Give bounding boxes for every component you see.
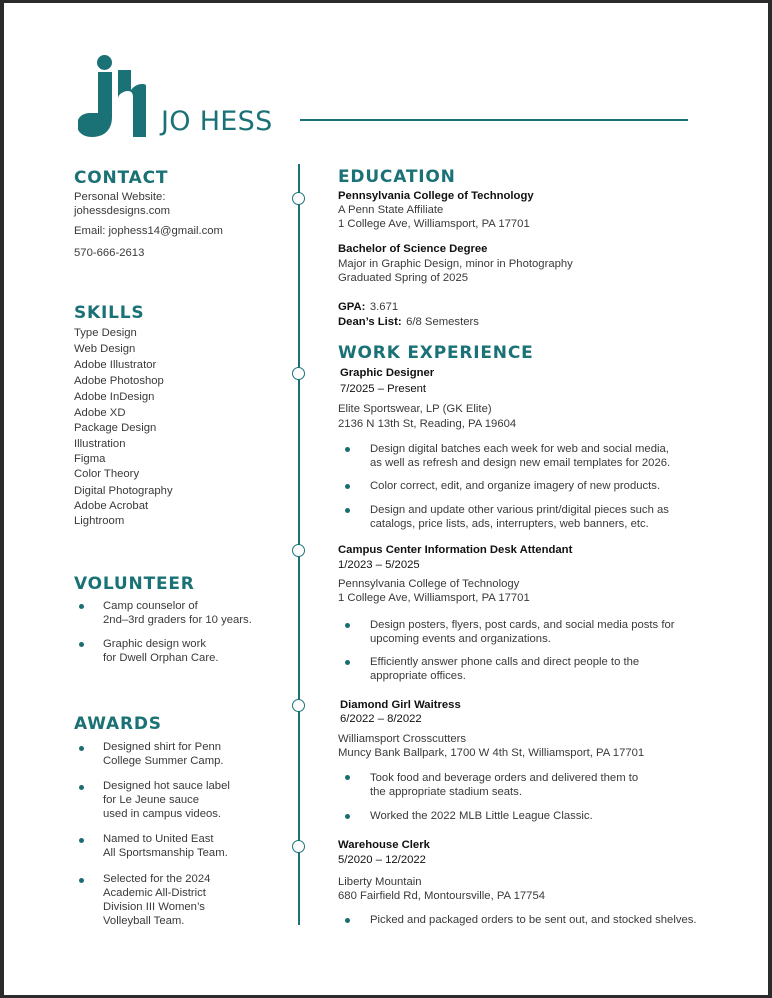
job-dates: 6/2022 – 8/2022 xyxy=(340,713,422,725)
name-title: JO HESS xyxy=(161,106,273,137)
job-company: Pennsylvania College of Technology xyxy=(338,578,520,590)
job-address: Muncy Bank Ballpark, 1700 W 4th St, Williamsport, PA 17701 xyxy=(338,747,645,759)
job-bullet-line: Color correct, edit, and organize imagery of new products. xyxy=(370,480,661,492)
job-dates: 7/2025 – Present xyxy=(340,383,427,395)
bullet-icon xyxy=(345,918,350,923)
job-bullet-line: Worked the 2022 MLB Little League Classic. xyxy=(370,810,593,822)
volunteer-item-line: for Dwell Orphan Care. xyxy=(103,652,219,664)
volunteer-item-line: Graphic design work xyxy=(103,638,206,650)
award-item-line: Selected for the 2024 xyxy=(103,873,211,885)
job-bullet-line: upcoming events and organizations. xyxy=(370,633,551,645)
award-item-line: Designed shirt for Penn xyxy=(103,741,222,753)
job-dates: 5/2020 – 12/2022 xyxy=(338,854,426,866)
school-affiliate: A Penn State Affiliate xyxy=(338,204,444,216)
volunteer-item-line: Camp counselor of xyxy=(103,600,198,612)
bullet-icon xyxy=(345,814,350,819)
deans-list-row xyxy=(338,312,479,330)
bullet-icon xyxy=(345,623,350,628)
job-bullet-line: Efficiently answer phone calls and direct people to the xyxy=(370,656,640,668)
job-company: Liberty Mountain xyxy=(338,876,422,888)
skill-item: Type Design xyxy=(74,327,137,339)
phone-text: 570-666-2613 xyxy=(74,247,145,259)
job-address: 680 Fairfield Rd, Montoursville, PA 17754 xyxy=(338,890,546,902)
award-item-line: used in campus videos. xyxy=(103,808,222,820)
skill-item: Illustration xyxy=(74,438,126,450)
job-title: Graphic Designer xyxy=(340,367,435,379)
job-bullet-line: as well as refresh and design new email templates for 2026. xyxy=(370,457,671,469)
bullet-icon xyxy=(79,746,84,751)
award-item-line: for Le Jeune sauce xyxy=(103,794,200,806)
timeline-node-job-3 xyxy=(292,699,305,712)
job-bullet-line: appropriate offices. xyxy=(370,670,466,682)
skills-heading: SKILLS xyxy=(74,303,145,323)
award-item-line: Academic All-District xyxy=(103,887,206,899)
skill-item: Color Theory xyxy=(74,468,140,480)
award-item-line: All Sportsmanship Team. xyxy=(103,847,228,859)
job-company: Elite Sportswear, LP (GK Elite) xyxy=(338,403,492,415)
degree-graduated: Graduated Spring of 2025 xyxy=(338,272,469,284)
deans-list-value: 6/8 Semesters xyxy=(406,316,479,328)
logo-jh-mark xyxy=(78,70,146,140)
logo-dot-shape xyxy=(97,55,112,70)
awards-heading: AWARDS xyxy=(74,714,162,734)
job-title: Diamond Girl Waitress xyxy=(340,699,461,711)
job-bullet-line: Design digital batches each week for web and social media, xyxy=(370,443,669,455)
timeline-node-education xyxy=(292,192,305,205)
job-title: Campus Center Information Desk Attendant xyxy=(338,544,573,556)
skill-item: Figma xyxy=(74,453,106,465)
skill-item: Adobe XD xyxy=(74,407,126,419)
skill-item: Adobe Acrobat xyxy=(74,500,149,512)
school-name: Pennsylvania College of Technology xyxy=(338,190,534,202)
award-item-line: College Summer Camp. xyxy=(103,755,224,767)
contact-heading: CONTACT xyxy=(74,168,169,188)
education-heading: EDUCATION xyxy=(338,167,456,187)
job-bullet-line: Picked and packaged orders to be sent out, and stocked shelves. xyxy=(370,914,697,926)
award-item-line: Division III Women’s xyxy=(103,901,205,913)
job-title: Warehouse Clerk xyxy=(338,839,430,851)
award-item-line: Named to United East xyxy=(103,833,214,845)
job-bullet-line: Design posters, flyers, post cards, and social media posts for xyxy=(370,619,675,631)
bullet-icon xyxy=(79,838,84,843)
volunteer-heading: VOLUNTEER xyxy=(74,574,195,594)
skill-item: Adobe InDesign xyxy=(74,391,155,403)
job-address: 1 College Ave, Williamsport, PA 17701 xyxy=(338,592,530,604)
bullet-icon xyxy=(345,660,350,665)
bullet-icon xyxy=(79,878,84,883)
volunteer-item-line: 2nd–3rd graders for 10 years. xyxy=(103,614,252,626)
degree-name: Bachelor of Science Degree xyxy=(338,243,488,255)
skill-item: Digital Photography xyxy=(74,485,173,497)
award-item-line: Volleyball Team. xyxy=(103,915,185,927)
website-label: Personal Website: xyxy=(74,191,166,203)
bullet-icon xyxy=(345,484,350,489)
skill-item: Web Design xyxy=(74,343,136,355)
skill-item: Package Design xyxy=(74,422,157,434)
skill-item: Adobe Photoshop xyxy=(74,375,164,387)
skill-item: Adobe Illustrator xyxy=(74,359,157,371)
job-bullet-line: Took food and beverage orders and delivered them to xyxy=(370,772,639,784)
bullet-icon xyxy=(79,642,84,647)
bullet-icon xyxy=(79,785,84,790)
school-address: 1 College Ave, Williamsport, PA 17701 xyxy=(338,218,530,230)
work-heading: WORK EXPERIENCE xyxy=(338,343,534,363)
degree-major: Major in Graphic Design, minor in Photography xyxy=(338,258,573,270)
job-address: 2136 N 13th St, Reading, PA 19604 xyxy=(338,418,517,430)
bullet-icon xyxy=(345,508,350,513)
job-dates: 1/2023 – 5/2025 xyxy=(338,559,420,571)
gpa-value: 3.671 xyxy=(369,301,399,313)
email-text[interactable]: Email: jophess14@gmail.com xyxy=(74,225,223,237)
job-company: Williamsport Crosscutters xyxy=(338,733,467,745)
timeline-node-job-1 xyxy=(292,367,305,380)
timeline-node-job-2 xyxy=(292,544,305,557)
skill-item: Lightroom xyxy=(74,515,125,527)
deans-list-label: Dean’s List: xyxy=(338,316,402,328)
timeline-node-job-4 xyxy=(292,840,305,853)
website-link[interactable]: johessdesigns.com xyxy=(74,205,171,217)
job-bullet-line: catalogs, price lists, ads, interrupters, web banners, etc. xyxy=(370,518,649,530)
bullet-icon xyxy=(345,447,350,452)
bullet-icon xyxy=(345,775,350,780)
job-bullet-line: the appropriate stadium seats. xyxy=(370,786,522,798)
job-bullet-line: Design and update other various print/digital pieces such as xyxy=(370,504,669,516)
header-rule xyxy=(300,119,688,121)
gpa-label: GPA: xyxy=(338,301,366,313)
bullet-icon xyxy=(79,604,84,609)
award-item-line: Designed hot sauce label xyxy=(103,780,230,792)
